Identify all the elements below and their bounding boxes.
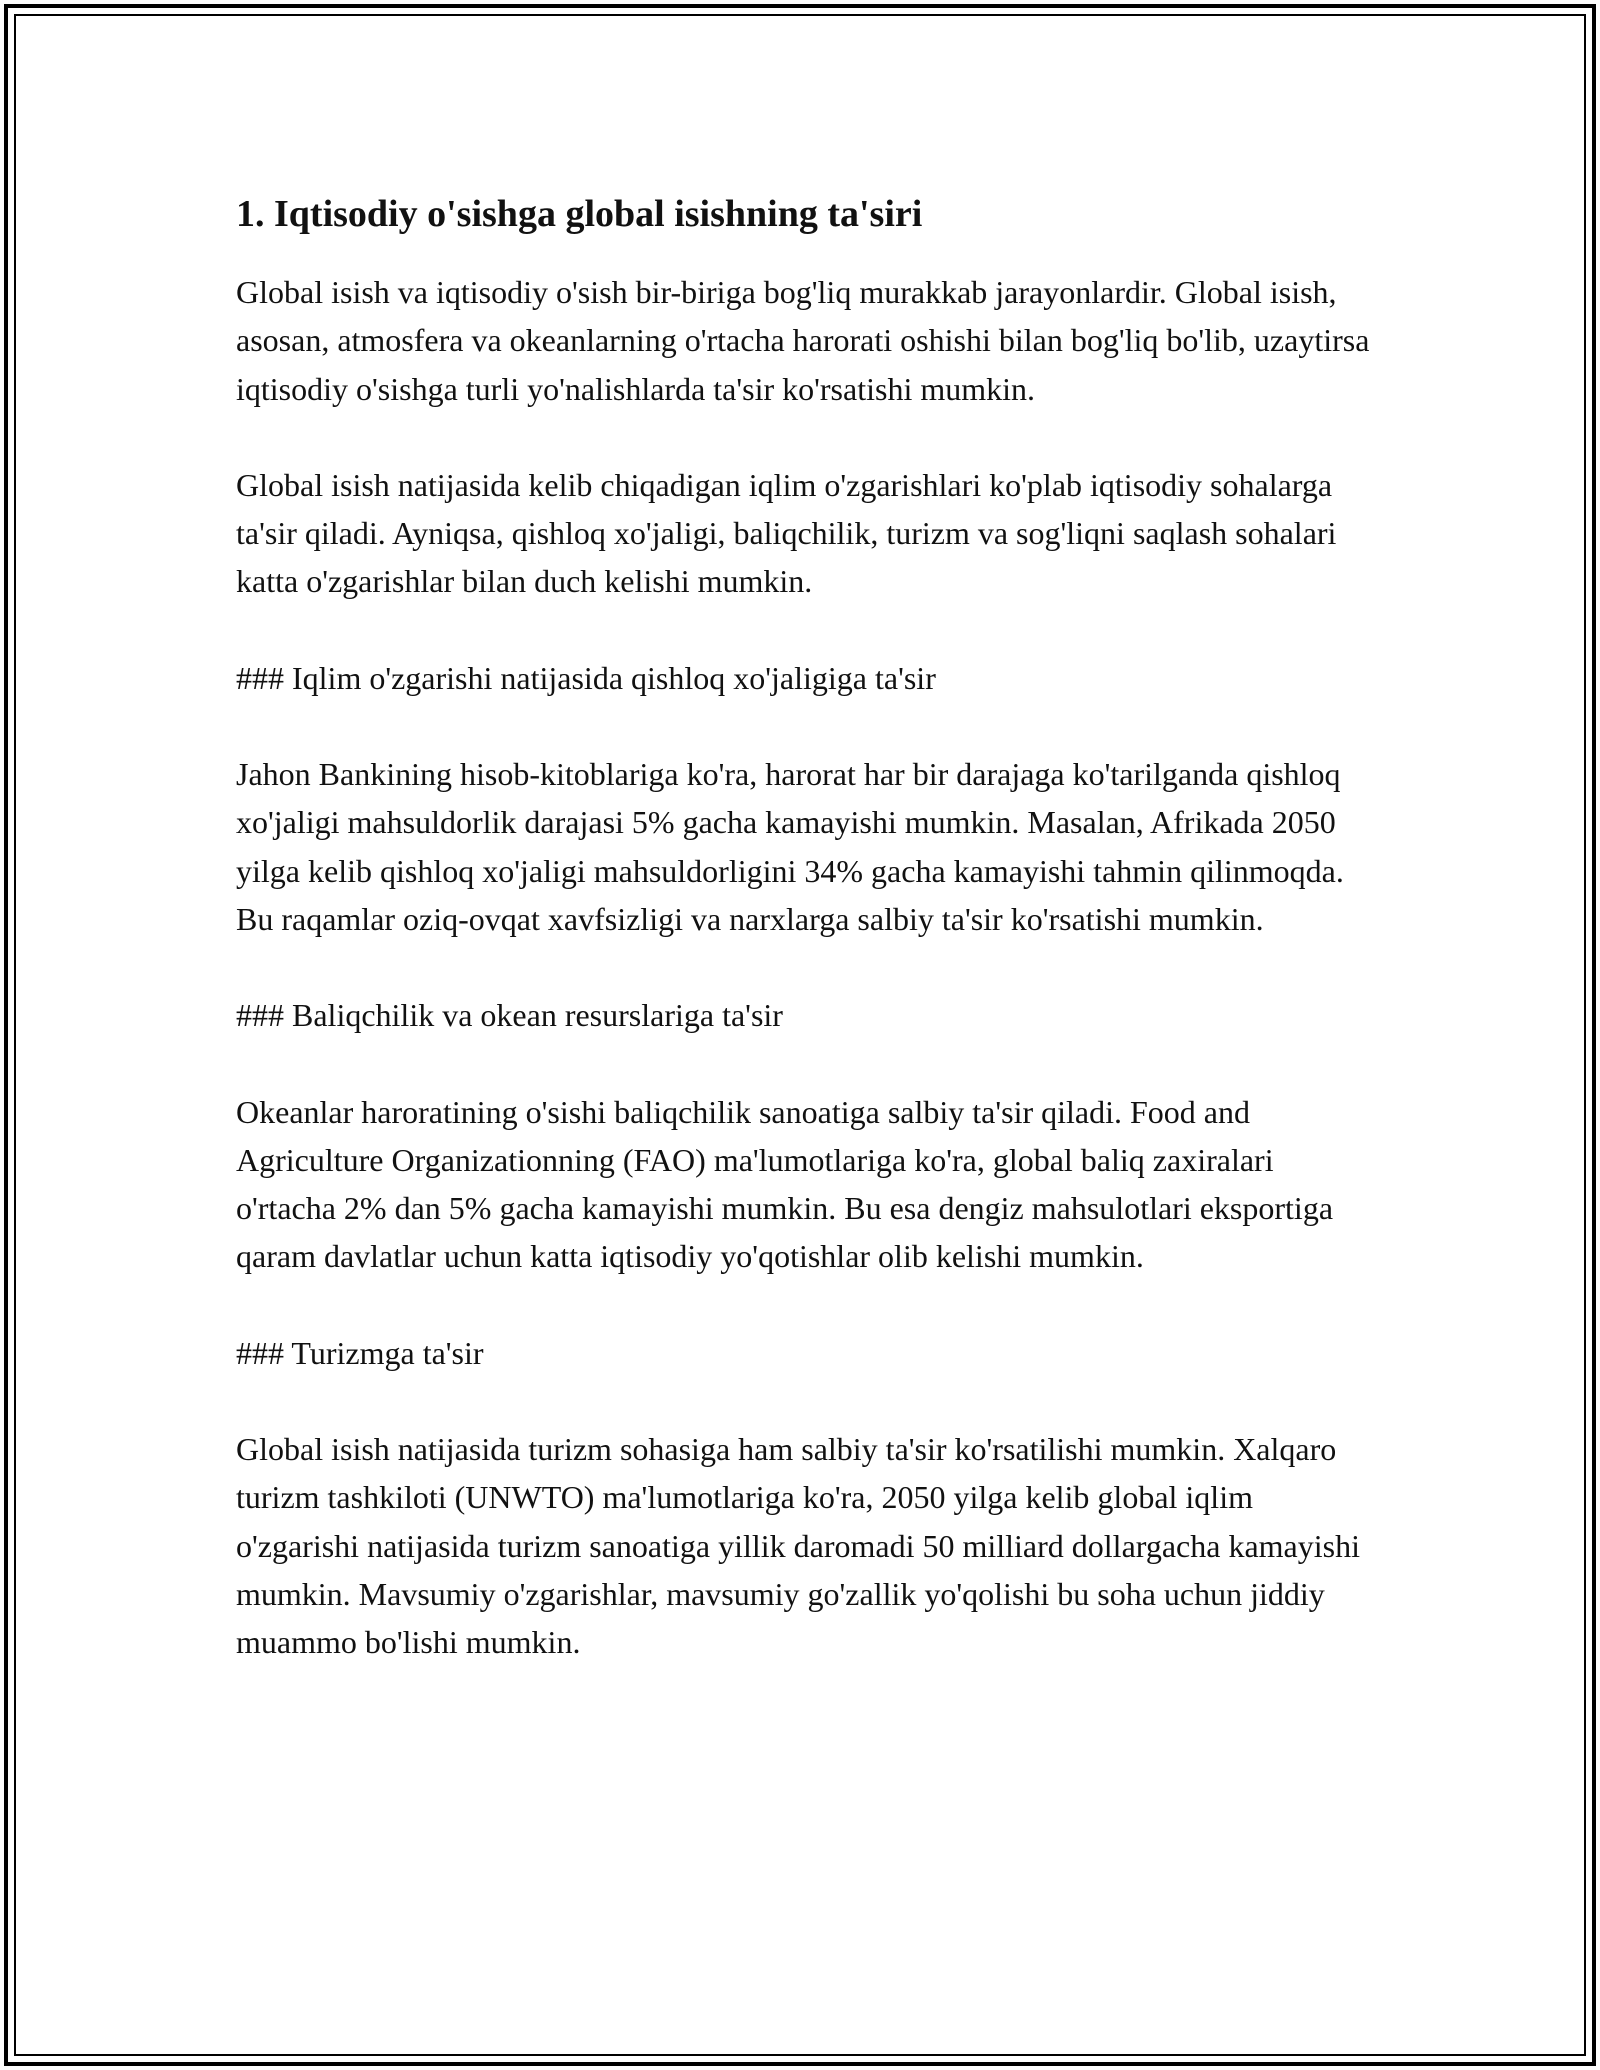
paragraph-agriculture: Jahon Bankining hisob-kitoblariga ko'ra, harorat har bir darajaga ko'tarilganda qishloq xo'jaligi mahsuldorlik darajasi 5% gacha kamayishi mumkin. Masalan, Afrikada 2050 yilga kelib qishloq xo'jaligi mahsuldorligini 34% gacha kamayishi tahmin qilinmoqda. Bu raqamlar oziq-ovqat xavfsizligi va narxlarga salbiy ta'sir ko'rsatishi mumkin. [236, 756, 1344, 937]
subheading-tourism: ### Turizmga ta'sir [236, 1334, 484, 1371]
paragraph-fisheries: Okeanlar haroratining o'sishi baliqchilik sanoatiga salbiy ta'sir qiladi. Food and Agriculture Organizationning (FAO) ma'lumotlariga ko'ra, global baliq zaxiralari o'rtacha 2% dan 5% gacha kamayishi mumkin. Bu esa dengiz mahsulotlari eksportiga qaram davlatlar uchun katta iqtisodiy yo'qotishlar olib kelishi mumkin. [236, 1093, 1334, 1275]
paragraph-intro: Global isish va iqtisodiy o'sish bir-biriga bog'liq murakkab jarayonlardir. Global isish, asosan, atmosfera va okeanlarning o'rtacha harorati oshishi bilan bog'liq bo'lib, uzaytirsa iqtisodiy o'sishga turli yo'nalishlarda ta'sir ko'rsatishi mumkin. [236, 274, 1370, 407]
paragraph-tourism: Global isish natijasida turizm sohasiga ham salbiy ta'sir ko'rsatilishi mumkin. Xalqaro turizm tashkiloti (UNWTO) ma'lumotlariga ko'ra, 2050 yilga kelib global iqlim o'zgarishi natijasida turizm sanoatiga yillik daromadi 50 milliard dollargacha kamayishi mumkin. Mavsumiy o'zgarishlar, mavsumiy go'zallik yo'qolishi bu soha uchun jiddiy muammo bo'lishi mumkin. [236, 1431, 1360, 1661]
document-body [236, 184, 1376, 1715]
section-title: 1. Iqtisodiy o'sishga global isishning ta'siri [236, 193, 923, 235]
paragraph-climate-sectors: Global isish natijasida kelib chiqadigan iqlim o'zgarishlari ko'plab iqtisodiy sohalarga ta'sir qiladi. Ayniqsa, qishloq xo'jaligi, baliqchilik, turizm va sog'liqni saqlash sohalari katta o'zgarishlar bilan duch kelishi mumkin. [236, 466, 1337, 600]
subheading-fisheries: ### Baliqchilik va okean resurslariga ta'sir [236, 997, 783, 1034]
subheading-agriculture: ### Iqlim o'zgarishi natijasida qishloq xo'jaligiga ta'sir [236, 659, 936, 696]
